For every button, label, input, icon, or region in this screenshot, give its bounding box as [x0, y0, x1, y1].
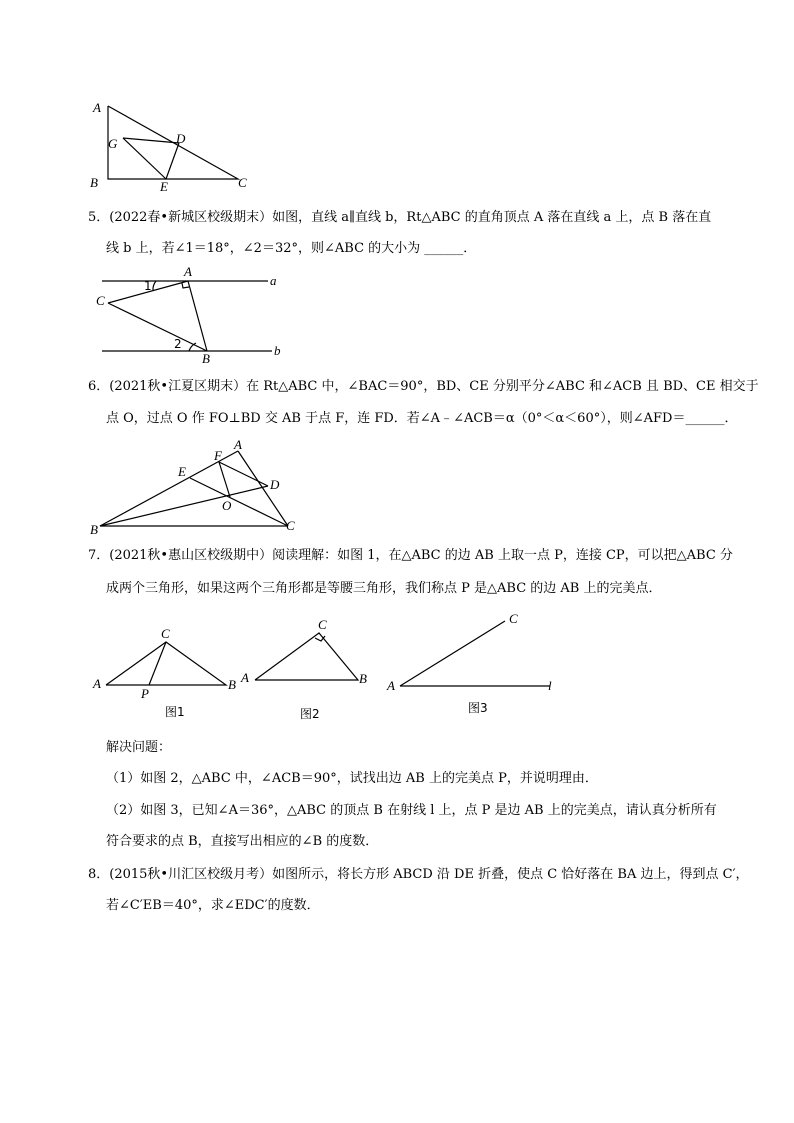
caption-fig2: 图2: [300, 707, 320, 721]
label-a: A: [234, 437, 242, 452]
label-e: E: [160, 179, 168, 194]
label-e: E: [178, 464, 186, 479]
label-c: C: [318, 617, 327, 632]
segment-ab: [188, 281, 207, 351]
label-a: A: [387, 678, 395, 693]
q7-part2-line1: （2）如图 3，已知∠A＝36°，△ABC 的顶点 B 在射线 l 上，点 P 是边 AB 上的完美点，请认真分析所有: [106, 803, 717, 818]
q5-line1: 5．(2022春•新城区校级期末）如图，直线 a∥直线 b，Rt△ABC 的直角顶点 A 落在直线 a 上，点 B 落在直: [88, 210, 712, 225]
q5-line2: 线 b 上，若∠1＝18°，∠2＝32°，则∠ABC 的大小为 ______．: [106, 241, 477, 256]
segment-fd: [219, 462, 268, 486]
figure-top-triangle: [80, 96, 260, 196]
figure-q7-3: [385, 606, 565, 716]
triangle-abc-edges: [255, 633, 358, 680]
segment-de: [166, 143, 179, 179]
figure-q7-2: [238, 614, 378, 724]
q8-line2: 若∠C′EB＝40°，求∠EDC′的度数．: [106, 898, 320, 913]
q7-part2-line2: 符合要求的点 B，直接写出相应的∠B 的度数．: [106, 834, 379, 849]
label-f: F: [214, 448, 222, 463]
segment-cb: [108, 303, 207, 351]
q6-line2: 点 O，过点 O 作 FO⊥BD 交 AB 于点 F，连 FD．若∠A﹣∠ACB＝α（0°＜α＜60°），则∠AFD＝______．: [106, 411, 738, 426]
segment-bd: [100, 486, 268, 526]
label-a: A: [93, 676, 101, 691]
q7-line1: 7．(2021秋•惠山区校级期中）阅读理解：如图 1，在△ABC 的边 AB 上取一点 P，连接 CP，可以把△ABC 分: [88, 548, 733, 563]
segment-ge: [123, 138, 166, 179]
label-b: B: [228, 677, 236, 692]
right-angle-mark: [182, 283, 189, 288]
label-a: A: [184, 264, 192, 279]
label-c: C: [96, 293, 105, 308]
label-c: C: [238, 175, 247, 190]
label-c: C: [509, 611, 518, 626]
label-b: B: [90, 522, 98, 537]
figure-q7-1: [90, 625, 250, 725]
label-a: A: [241, 670, 249, 685]
q7-line2: 成两个三角形，如果这两个三角形都是等腰三角形，我们称点 P 是△ABC 的边 AB 上的完美点．: [106, 581, 662, 596]
label-l: l: [548, 678, 552, 693]
triangle-abc-edges: [106, 642, 226, 685]
caption-fig1: 图1: [165, 705, 185, 719]
figure-q5: [90, 265, 300, 365]
label-b: B: [90, 175, 98, 190]
label-c: C: [286, 518, 295, 533]
figure-q6: [88, 436, 308, 536]
label-g: G: [108, 136, 118, 151]
segment-ac: [238, 451, 288, 526]
caption-fig3: 图3: [468, 701, 488, 715]
right-angle-mark: [315, 636, 325, 641]
label-line-a: a: [270, 273, 277, 288]
label-d: D: [270, 477, 280, 492]
label-angle-2: 2: [174, 337, 182, 351]
q7-part1: （1）如图 2，△ABC 中，∠ACB＝90°，试找出边 AB 上的完美点 P，并说明理由．: [106, 771, 598, 786]
segment-ac: [400, 621, 505, 686]
label-d: D: [176, 131, 186, 146]
label-c: C: [161, 626, 170, 641]
label-p: P: [141, 686, 149, 701]
q8-line1: 8．(2015秋•川汇区校级月考）如图所示，将长方形 ABCD 沿 DE 折叠，使点 C 恰好落在 BA 边上，得到点 C′，: [88, 867, 749, 882]
label-angle-1: 1: [144, 279, 152, 293]
q6-line1: 6．(2021秋•江夏区期末）在 Rt△ABC 中，∠BAC＝90°，BD、CE 分别平分∠ABC 和∠ACB 且 BD、CE 相交于: [88, 379, 759, 394]
label-a: A: [93, 100, 101, 115]
q7-solve-heading: 解决问题：: [106, 740, 172, 755]
segment-fo: [219, 462, 230, 497]
label-o: O: [222, 498, 232, 513]
label-b: B: [202, 351, 210, 366]
label-b: B: [359, 671, 367, 686]
label-line-b: b: [274, 343, 281, 358]
